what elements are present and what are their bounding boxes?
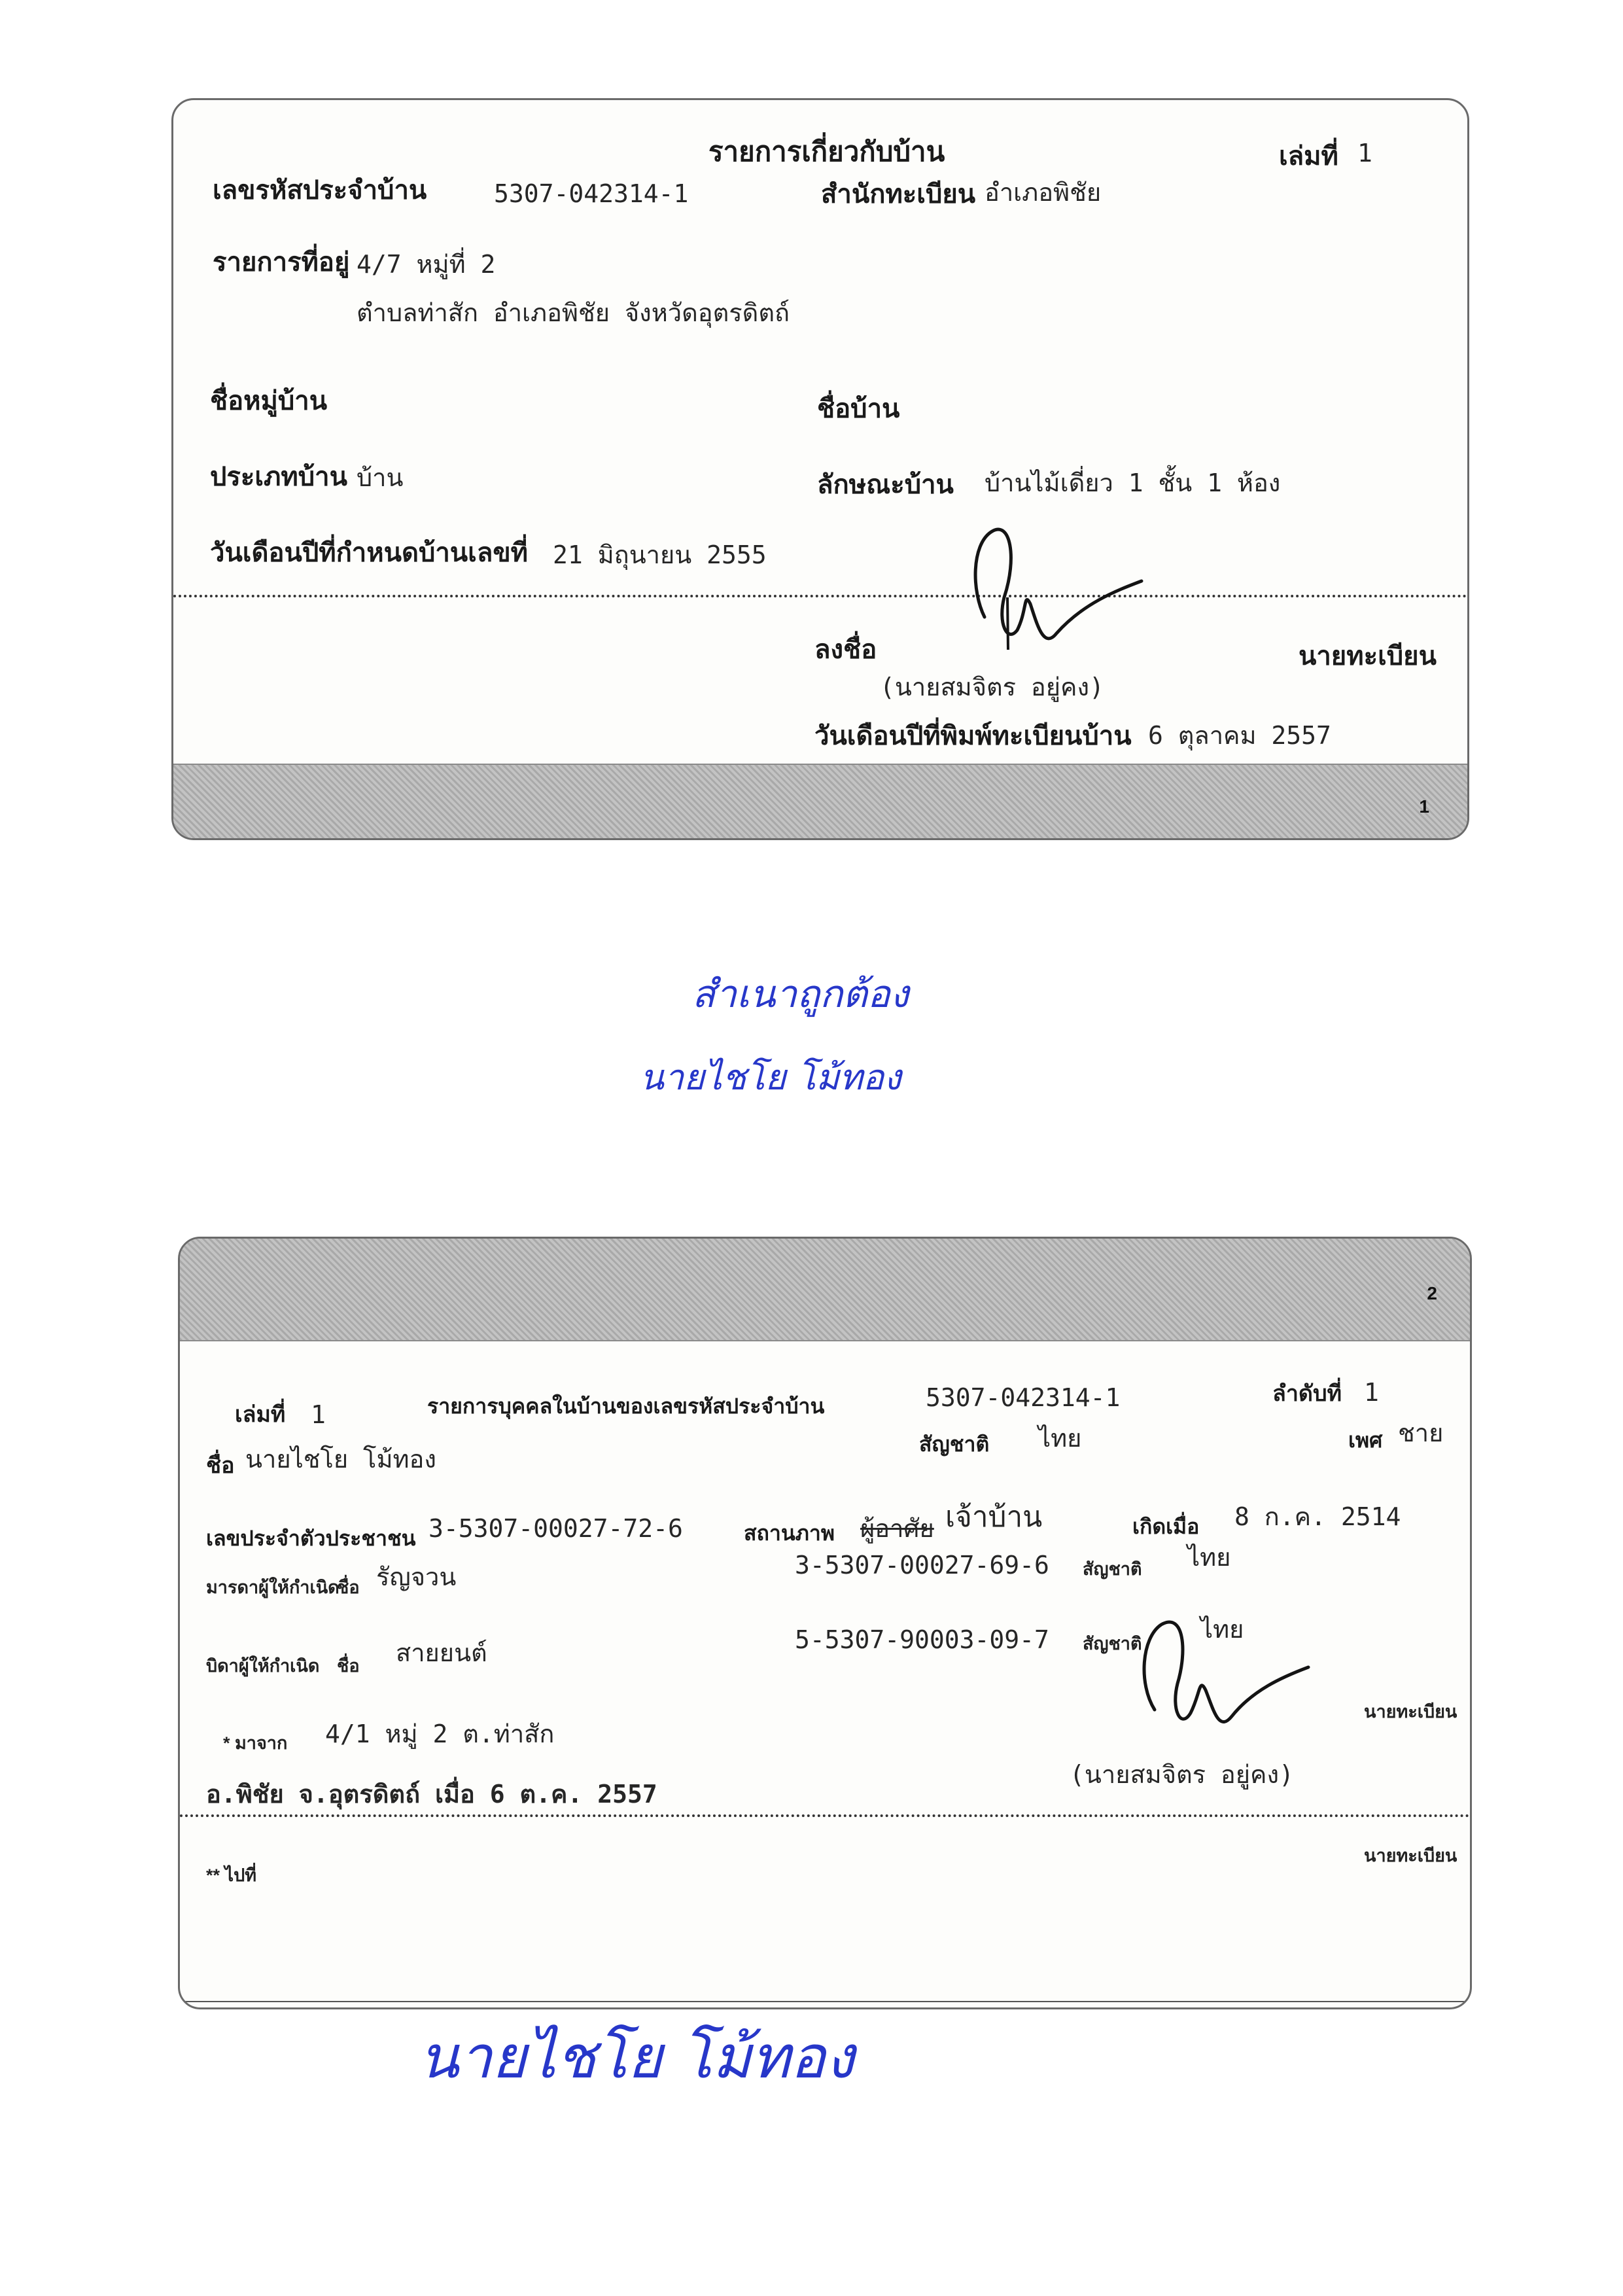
address-label: รายการที่อยู่ — [213, 248, 350, 277]
from-line-1: 4/1 หมู่ 2 ต.ท่าสัก — [325, 1720, 555, 1748]
father-nat-label: สัญชาติ — [1083, 1634, 1142, 1653]
card-header-shade — [180, 1239, 1470, 1341]
mother-label: มารดาผู้ให้กำเนิด — [206, 1578, 340, 1597]
nationality: ไทย — [1038, 1424, 1082, 1453]
certified-copy-handwriting: สำเนาถูกต้อง — [692, 972, 909, 1016]
mother-name-label: ชื่อ — [337, 1578, 360, 1597]
house-name-label: ชื่อบ้าน — [817, 395, 900, 423]
sex: ชาย — [1398, 1419, 1444, 1447]
person-name: นายไชโย โม้ทอง — [245, 1445, 436, 1474]
id-label: เลขประจำตัวประชาชน — [206, 1527, 416, 1550]
mother-id: 3-5307-00027-69-6 — [795, 1551, 1049, 1580]
registrar-signature-1 — [945, 519, 1155, 656]
seq-label: ลำดับที่ — [1272, 1381, 1342, 1406]
mother-name: รัญจวน — [376, 1563, 457, 1591]
mother-nat: ไทย — [1187, 1543, 1231, 1572]
house-code: 5307-042314-1 — [494, 179, 689, 208]
registrar-signature-2 — [1122, 1605, 1318, 1736]
name-label: ชื่อ — [206, 1453, 235, 1478]
father-label: บิดาผู้ให้กำเนิด — [206, 1656, 320, 1676]
status-old: ผู้อาศัย — [860, 1514, 934, 1543]
house-type-label: ประเภทบ้าน — [210, 463, 347, 491]
print-date: 6 ตุลาคม 2557 — [1148, 721, 1331, 750]
status-label: สถานภาพ — [744, 1521, 835, 1545]
registrar-label-1: นายทะเบียน — [1364, 1702, 1457, 1722]
address-line-1: 4/7 หมู่ที่ 2 — [357, 250, 496, 279]
father-id: 5-5307-90003-09-7 — [795, 1625, 1049, 1654]
card-bottom-rule — [180, 2001, 1470, 2002]
book-number: 1 — [311, 1400, 326, 1429]
book-label: เล่มที่ — [1279, 142, 1338, 171]
house-char: บ้านไม้เดี่ยว 1 ชั้น 1 ห้อง — [985, 468, 1281, 497]
father-name: สายยนต์ — [396, 1638, 487, 1667]
date-assigned-label: วันเดือนปีที่กำหนดบ้านเลขที่ — [210, 539, 529, 567]
seq-number: 1 — [1364, 1378, 1379, 1407]
card-footer-shade — [173, 764, 1467, 838]
sex-label: เพศ — [1348, 1428, 1383, 1452]
book-label: เล่มที่ — [235, 1402, 286, 1427]
father-nat: ไทย — [1200, 1615, 1244, 1644]
page-number: 1 — [1419, 796, 1429, 817]
book-number: 1 — [1357, 139, 1372, 168]
person-list-title: รายการบุคคลในบ้านของเลขรหัสประจำบ้าน — [427, 1394, 825, 1418]
from-label: * มาจาก — [223, 1733, 288, 1753]
date-assigned: 21 มิถุนายน 2555 — [553, 540, 767, 569]
id-number: 3-5307-00027-72-6 — [428, 1514, 683, 1543]
divider-dotted — [173, 595, 1467, 597]
village-label: ชื่อหมู่บ้าน — [210, 387, 328, 415]
registrar-name: (นายสมจิตร อยู่คง) — [880, 673, 1104, 701]
from-line-2: อ.พิชัย จ.อุตรดิตถ์ เมื่อ 6 ต.ค. 2557 — [206, 1780, 657, 1809]
registrar-label-2: นายทะเบียน — [1364, 1846, 1457, 1865]
to-label: ** ไปที่ — [206, 1865, 257, 1885]
house-code: 5307-042314-1 — [926, 1383, 1121, 1412]
born-date: 8 ก.ค. 2514 — [1234, 1502, 1401, 1531]
house-code-label: เลขรหัสประจำบ้าน — [213, 176, 427, 205]
mother-nat-label: สัญชาติ — [1083, 1559, 1142, 1579]
person-record-card — [178, 1237, 1472, 2009]
father-name-label: ชื่อ — [337, 1656, 360, 1676]
print-date-label: วันเดือนปีที่พิมพ์ทะเบียนบ้าน — [814, 722, 1132, 751]
house-char-label: ลักษณะบ้าน — [817, 470, 954, 499]
owner-signature-handwriting: นายไชโย โม้ทอง — [419, 2023, 854, 2092]
sign-label: ลงชื่อ — [814, 635, 877, 664]
registry-office-label: สำนักทะเบียน — [821, 180, 976, 209]
registrar-label: นายทะเบียน — [1299, 642, 1437, 671]
house-info-card — [171, 98, 1469, 840]
divider-dotted — [180, 1814, 1470, 1817]
nationality-label: สัญชาติ — [919, 1432, 990, 1456]
card-title: รายการเกี่ยวกับบ้าน — [708, 136, 945, 167]
registrar-name: (นายสมจิตร อยู่คง) — [1070, 1760, 1294, 1789]
born-label: เกิดเมื่อ — [1132, 1515, 1200, 1538]
address-line-2: ตำบลท่าสัก อำเภอพิชัย จังหวัดอุตรดิตถ์ — [357, 298, 790, 327]
registry-office: อำเภอพิชัย — [985, 178, 1102, 207]
page-number: 2 — [1427, 1283, 1437, 1303]
status-new: เจ้าบ้าน — [945, 1500, 1043, 1534]
house-type: บ้าน — [357, 463, 404, 492]
certifier-name-handwriting: นายไชโย โม้ทอง — [640, 1057, 901, 1098]
